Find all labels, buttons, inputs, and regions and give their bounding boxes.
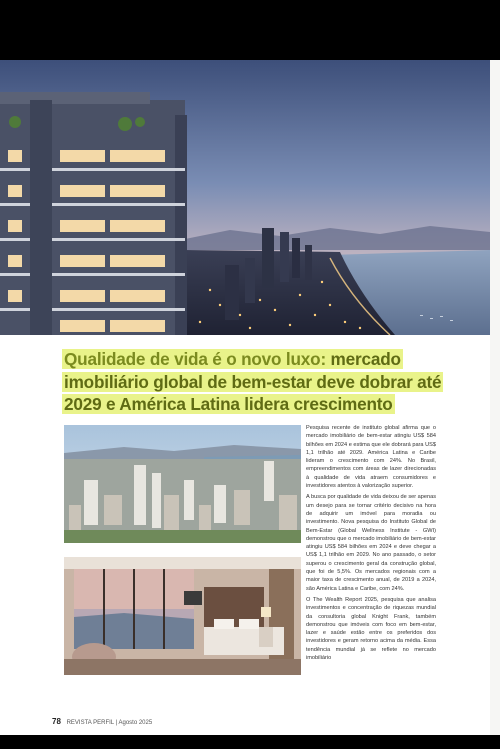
headline-part-2: mercado imobiliário global de bem-estar deve dobrar até 2029 e América Latina lidera crescimento [64, 349, 442, 414]
page-edge [490, 60, 500, 735]
headline-part-1: Qualidade de vida é o novo luxo: [64, 349, 326, 369]
page-number: 78 [52, 717, 61, 726]
article-body [306, 424, 436, 665]
bedroom-interior-photo [64, 557, 301, 675]
body-paragraph: O The Wealth Report 2025, pesquisa que analisa investimentos e concentração de riquezas mundial da consultoria global Knight Frank, também demonstrou que imóveis com foco em bem-estar, lazer e saúde estão entre os preferidos dos investidores e geram retorno acima da média. Essa tendência mundial já se reflete no mercado imobiliário [306, 596, 436, 662]
aerial-city-photo [64, 425, 301, 543]
magazine-page [0, 60, 500, 735]
body-paragraph: Pesquisa recente de instituto global afirma que o mercado imobiliário de bem-estar atingiu US$ 584 bilhões em 2024 e estima que ele dobrará para US$ 1,1 trilhão até 2029. América Latina e Caribe lideram o crescimento com 24%. No Brasil, empreendimentos com áreas de lazer direcionadas à qualidade de vida atraem consumidores e investidores atentos à valorização superior. [306, 425, 436, 490]
hero-photo-skyline [0, 60, 490, 335]
publication-name: REVISTA PERFIL | Agosto 2025 [66, 720, 153, 726]
article-headline [62, 348, 447, 416]
body-paragraph: A busca por qualidade de vida deixou de ser apenas um desejo para se tornar critério decisivo na hora de adquirir um imóvel para moradia ou investimento. Nova pesquisa do Instituto Global de Bem-Estar (Global Wellness Institute - GWI) demonstrou que o mercado imobiliário de bem-estar atingiu US$ 584 bilhões em 2024 e deve chegar a US$ 1,1 trilhão em 2029. No ano passado, o setor superou o crescimento geral da construção global, que foi de 5,5%. Os mercados regionais com a maior taxa de crescimento anual, de 2019 a 2024, são América Latina e Caribe, com 24%. [306, 494, 436, 592]
page-footer [52, 717, 152, 726]
